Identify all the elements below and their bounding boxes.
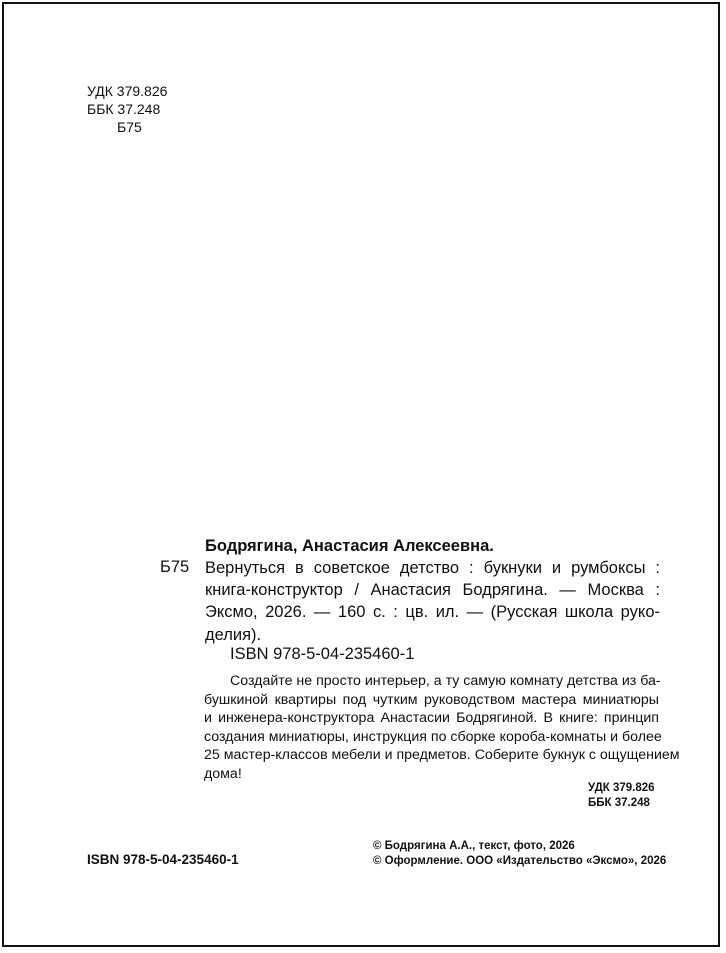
annotation-line: создания миниатюры, инструкция по сборке короба-комнаты и более [204, 728, 662, 745]
annotation-line: бушкиной квартиры под чутким руководством мастера миниатюры [204, 691, 659, 708]
annotation-line: и инженера-конструктора Анастасии Бодрягиной. В книге: принцип [204, 710, 659, 726]
entry-author-sign: Б75 [160, 558, 190, 576]
isbn-bottom: ISBN 978-5-04-235460-1 [87, 852, 239, 867]
annotation-line: 25 мастер-классов мебели и предметов. Соберите букнук с ощущением [204, 747, 680, 763]
annotation-line: Создайте не просто интерьер, а ту самую комнату детства из ба- [230, 673, 661, 689]
bbk-code: ББК 37.248 [87, 101, 161, 117]
copyright-notices [373, 839, 666, 869]
copyright-text: © Бодрягина А.А., текст, фото, 2026 [373, 840, 575, 852]
copyright-design: © Оформление. ООО «Издательство «Эксмо», 2026 [373, 855, 667, 867]
annotation-line: дома! [204, 765, 242, 782]
udk-code: УДК 379.826 [87, 83, 168, 99]
title-description [205, 557, 660, 646]
title-line: Вернуться в советское детство : букнуки и румбоксы : [205, 559, 660, 577]
udk-code-bottom: УДК 379.826 [588, 782, 655, 794]
annotation [204, 672, 680, 783]
title-line: делия). [205, 625, 262, 644]
title-line: Эксмо, 2026. — 160 с. : цв. ил. — (Русская школа руко- [205, 603, 660, 622]
entry-isbn: ISBN 978-5-04-235460-1 [230, 645, 415, 663]
classification-codes-bottom [588, 781, 655, 811]
classification-codes-top [87, 82, 167, 136]
author-sign: Б75 [117, 119, 142, 135]
bbk-code-bottom: ББК 37.248 [588, 797, 650, 809]
author-heading: Бодрягина, Анастасия Алексеевна. [205, 537, 494, 555]
title-line: книга-конструктор / Анастасия Бодрягина. — Москва : [205, 581, 660, 600]
